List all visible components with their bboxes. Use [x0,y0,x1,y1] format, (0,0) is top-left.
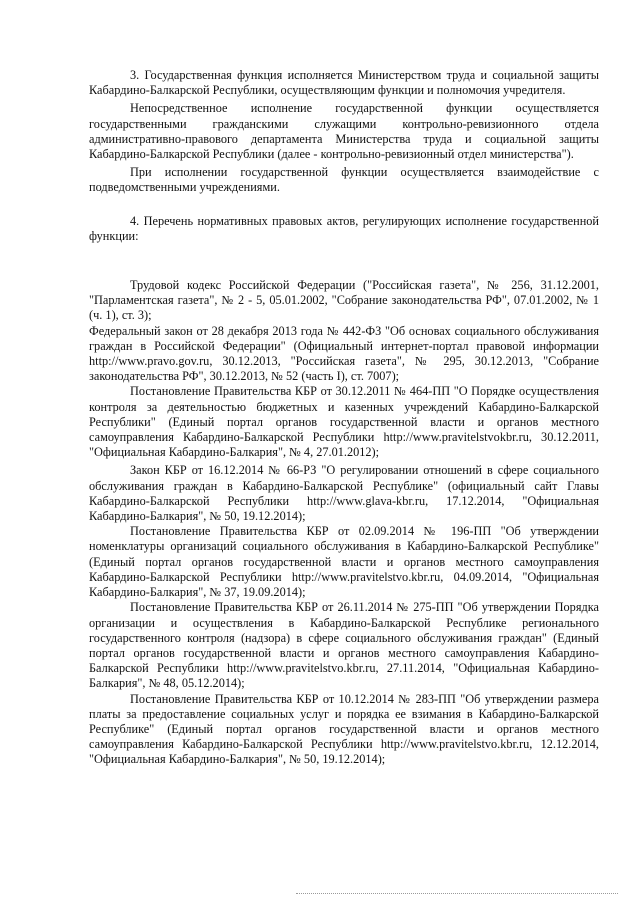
document-body [89,68,599,768]
paragraph-legal-acts-heading: 4. Перечень нормативных правовых актов, регулирующих исполнение государственной функции: [89,213,599,243]
paragraph-resolution-196: Постановление Правительства КБР от 02.09.2014 № 196-ПП "Об утверждении номенклатуры организаций социального обслуживания в Кабардино-Балкарской Республике" (Единый портал органов государственной власти и органов местного самоуправления Кабардино-Балкарской Республики http://www.pravitelstvo.kbr.ru, 04.09.2014, "Официальная Кабардино-Балкария", № 37, 19.09.2014); [89,524,599,600]
paragraph-resolution-275: Постановление Правительства КБР от 26.11.2014 № 275-ПП "Об утверждении Порядка организации и осуществления в Кабардино-Балкарской Республике регионального государственного контроля (надзора) в сфере социального обслуживания граждан" (Единый портал органов государственной власти и органов местного самоуправления Кабардино-Балкарской Республики http://www.pravitelstvo.kbr.ru, 27.11.2014, "Официальная Кабардино-Балкария", № 48, 05.12.2014); [89,600,599,691]
paragraph-state-function-executor: 3. Государственная функция исполняется Министерством труда и социальной защиты Кабардино-Балкарской Республики, осуществляющим функции и полномочия учредителя. [89,68,599,98]
paragraph-labor-code: Трудовой кодекс Российской Федерации ("Российская газета", № 256, 31.12.2001, "Парламентская газета", № 2 - 5, 05.01.2002, "Собрание законодательства РФ", 07.01.2002, № 1 (ч. 1), ст. 3); [89,278,599,323]
scan-edge-line [296,893,618,894]
paragraph-resolution-283: Постановление Правительства КБР от 10.12.2014 № 283-ПП "Об утверждении размера платы за предоставление социальных услуг и порядка ее взимания в Кабардино-Балкарской Республике" (Единый портал органов государственной власти и органов местного самоуправления Кабардино-Балкарской Республики http://www.pravitelstvo.kbr.ru, 12.12.2014, "Официальная Кабардино-Балкария", № 50, 19.12.2014); [89,691,599,767]
paragraph-interaction: При исполнении государственной функции осуществляется взаимодействие с подведомственными учреждениями. [89,165,599,195]
paragraph-resolution-464: Постановление Правительства КБР от 30.12.2011 № 464-ПП "О Порядке осуществления контроля за деятельностью бюджетных и казенных учреждений Кабардино-Балкарской Республики" (Единый портал органов государственной власти и органов местного самоуправления Кабардино-Балкарской Республики http://www.pravitelstvokbr.ru, 30.12.2011, "Официальная Кабардино-Балкария", № 4, 27.01.2012); [89,384,599,460]
paragraph-federal-law-442: Федеральный закон от 28 декабря 2013 года № 442-ФЗ "Об основах социального обслуживания граждан в Российской Федерации" (Официальный интернет-портал правовой информации http://www.pravo.gov.ru, 30.12.2013, "Российская газета", № 295, 30.12.2013, "Собрание законодательства РФ", 30.12.2013, № 52 (часть I), ст. 7007); [89,323,599,384]
paragraph-direct-execution: Непосредственное исполнение государственной функции осуществляется государственными гражданскими служащими контрольно-ревизионного отдела административно-правового департамента Министерства труда и социальной защиты Кабардино-Балкарской Республики (далее - контрольно-ревизионный отдел министерства"). [89,101,599,162]
paragraph-law-66: Закон КБР от 16.12.2014 № 66-РЗ "О регулировании отношений в сфере социального обслуживания граждан в Кабардино-Балкарской Республике" (официальный сайт Главы Кабардино-Балкарской Республики http://www.glava-kbr.ru, 17.12.2014, "Официальная Кабардино-Балкария", № 50, 19.12.2014); [89,463,599,524]
